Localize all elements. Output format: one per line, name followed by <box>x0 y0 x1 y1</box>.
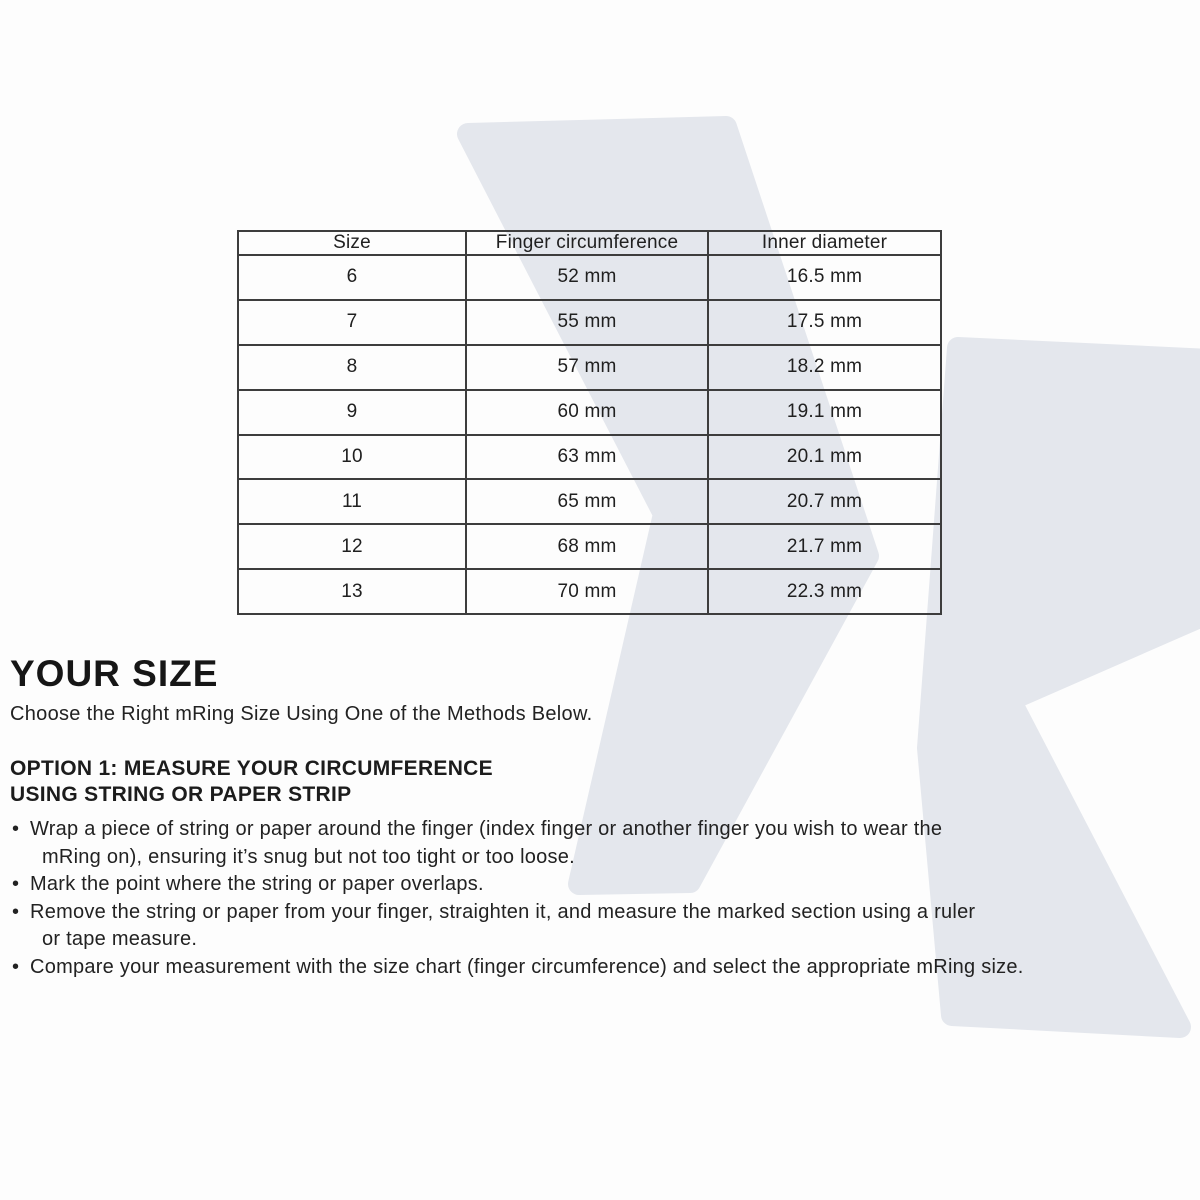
instructions-bullet-list <box>12 816 1190 981</box>
cell-inner-diameter: 16.5 mm <box>708 255 941 300</box>
table-row <box>238 300 941 345</box>
bullet-text <box>30 954 1190 982</box>
option-1-heading <box>10 756 493 808</box>
cell-inner-diameter: 20.1 mm <box>708 435 941 480</box>
cell-inner-diameter: 20.7 mm <box>708 479 941 524</box>
table-row <box>238 479 941 524</box>
option-1-heading-line-2: USING STRING OR PAPER STRIP <box>10 783 352 806</box>
bullet-text-line: or tape measure. <box>42 928 198 950</box>
bullet-point-icon: • <box>12 900 20 923</box>
cell-size: 13 <box>238 569 466 614</box>
page-title: YOUR SIZE <box>10 653 219 694</box>
cell-finger-circumference: 63 mm <box>466 435 708 480</box>
instruction-bullet <box>12 816 1190 871</box>
bullet-text <box>30 816 1190 871</box>
instruction-bullet <box>12 871 1190 899</box>
column-header-size: Size <box>238 231 466 255</box>
cell-finger-circumference: 55 mm <box>466 300 708 345</box>
cell-size: 7 <box>238 300 466 345</box>
cell-finger-circumference: 65 mm <box>466 479 708 524</box>
cell-size: 10 <box>238 435 466 480</box>
cell-finger-circumference: 68 mm <box>466 524 708 569</box>
instruction-bullet <box>12 899 1190 954</box>
bullet-text-line: mRing on), ensuring it’s snug but not too tight or too loose. <box>42 845 575 868</box>
bullet-point-icon: • <box>12 955 20 978</box>
bullet-point-icon: • <box>12 818 20 840</box>
cell-inner-diameter: 19.1 mm <box>708 390 941 435</box>
table-row <box>238 255 941 300</box>
cell-inner-diameter: 18.2 mm <box>708 345 941 390</box>
cell-inner-diameter: 22.3 mm <box>708 569 941 614</box>
column-header-inner-diameter: Inner diameter <box>708 231 941 255</box>
bullet-text-line: Remove the string or paper from your finger, straighten it, and measure the marked section using a ruler <box>30 900 976 923</box>
bullet-point-icon: • <box>12 873 20 895</box>
cell-size: 6 <box>238 255 466 300</box>
cell-size: 9 <box>238 390 466 435</box>
table-row <box>238 569 941 614</box>
cell-size: 12 <box>238 524 466 569</box>
cell-inner-diameter: 17.5 mm <box>708 300 941 345</box>
cell-finger-circumference: 70 mm <box>466 569 708 614</box>
cell-size: 8 <box>238 345 466 390</box>
bullet-text-line: Wrap a piece of string or paper around the finger (index finger or another finger you wish to wear the <box>30 818 943 840</box>
cell-size: 11 <box>238 479 466 524</box>
section-subtitle: Choose the Right mRing Size Using One of the Methods Below. <box>10 703 593 725</box>
instruction-bullet <box>12 954 1190 982</box>
bullet-text <box>30 871 1190 899</box>
ring-size-table <box>237 230 942 615</box>
cell-finger-circumference: 52 mm <box>466 255 708 300</box>
table-row <box>238 435 941 480</box>
option-1-heading-line-1: OPTION 1: MEASURE YOUR CIRCUMFERENCE <box>10 757 493 780</box>
table-header-row <box>238 231 941 255</box>
cell-finger-circumference: 57 mm <box>466 345 708 390</box>
bullet-text-line: Compare your measurement with the size chart (finger circumference) and select the appropriate mRing size. <box>30 955 1024 978</box>
table-row <box>238 524 941 569</box>
cell-finger-circumference: 60 mm <box>466 390 708 435</box>
table-row <box>238 390 941 435</box>
table-row <box>238 345 941 390</box>
size-table-body <box>238 255 941 614</box>
bullet-text <box>30 899 1190 954</box>
cell-inner-diameter: 21.7 mm <box>708 524 941 569</box>
bullet-text-line: Mark the point where the string or paper overlaps. <box>30 873 484 895</box>
column-header-finger-circumference: Finger circumference <box>466 231 708 255</box>
